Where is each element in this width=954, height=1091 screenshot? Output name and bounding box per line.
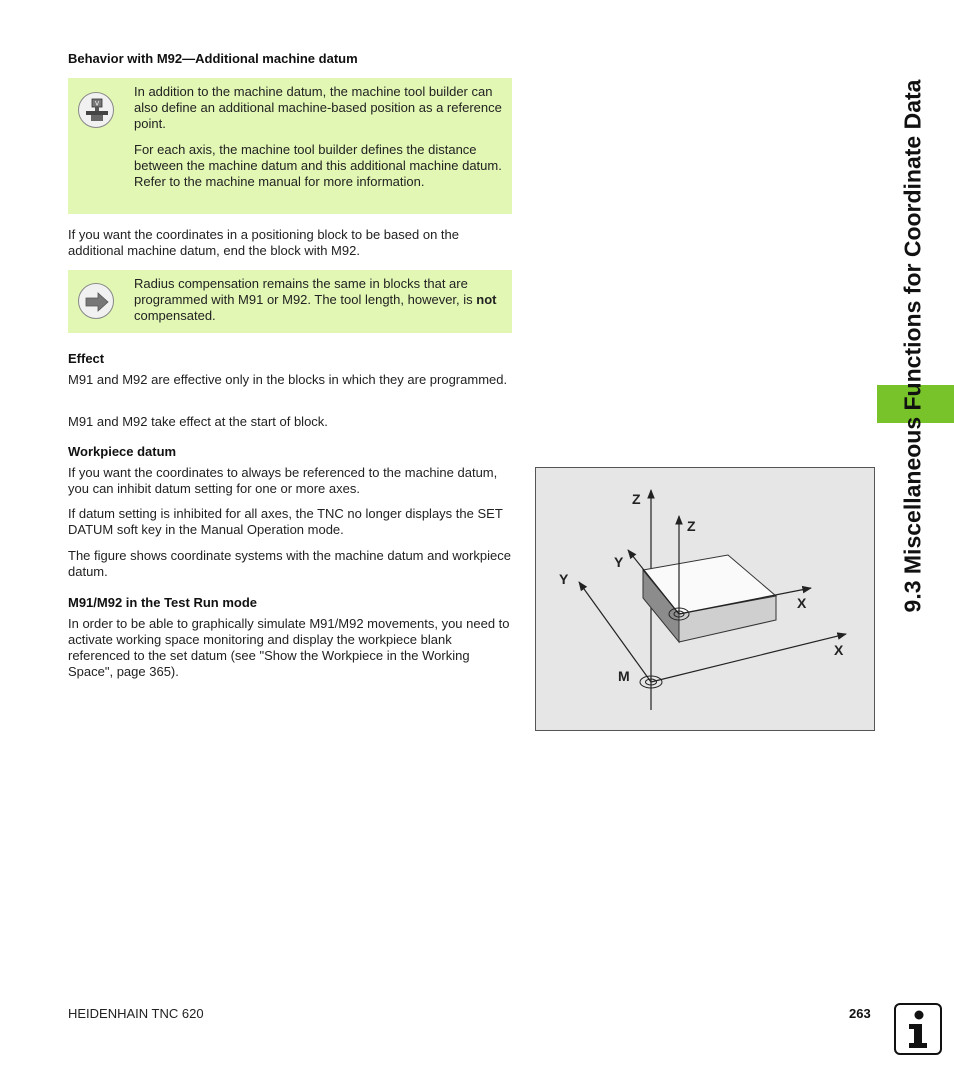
section-heading-workpiece-datum: Workpiece datum xyxy=(68,444,177,459)
coordinate-diagram xyxy=(536,468,874,730)
coordinate-systems-figure xyxy=(535,467,875,731)
workpiece-paragraph-2: If datum setting is inhibited for all axes, the TNC no longer displays the SET DATUM soft key in the Manual Operation mode. xyxy=(68,506,503,537)
arrow-right-icon xyxy=(78,283,114,319)
positioning-paragraph: If you want the coordinates in a positioning block to be based on the additional machine datum, end the block with M92. xyxy=(68,227,459,258)
info-icon xyxy=(894,1003,942,1055)
note2-text-after: compensated. xyxy=(134,308,216,323)
section-heading-test-run: M91/M92 in the Test Run mode xyxy=(68,595,258,610)
note1-paragraph-1: In addition to the machine datum, the machine tool builder can also define an additional machine-based position as a reference point. xyxy=(134,84,502,131)
note2-text-before: Radius compensation remains the same in blocks that are programmed with M91 or M92. The tool length, however, is xyxy=(134,276,477,307)
machine-y-axis xyxy=(579,582,651,682)
section-heading-effect: Effect xyxy=(68,351,105,366)
machine-z-label: Z xyxy=(632,491,641,507)
chapter-side-title xyxy=(893,46,933,646)
note1-paragraph-2: For each axis, the machine tool builder defines the distance between the machine datum and this additional machine datum. Refer to the machine manual for more information. xyxy=(134,142,502,189)
footer-product-name: HEIDENHAIN TNC 620 xyxy=(68,1006,204,1021)
workpiece-paragraph-3: The figure shows coordinate systems with the machine datum and workpiece datum. xyxy=(68,548,511,579)
note2-text-bold: not xyxy=(476,292,497,307)
chapter-side-title-text: 9.3 Miscellaneous Functions for Coordinate Data xyxy=(899,79,926,613)
radius-compensation-note xyxy=(68,270,512,333)
workpiece-paragraph-1: If you want the coordinates to always be referenced to the machine datum, you can inhibit datum setting for one or more axes. xyxy=(68,465,498,496)
testrun-paragraph: In order to be able to graphically simulate M91/M92 movements, you need to activate working space monitoring and display the workpiece blank referenced to the set datum (see "Show the Workpiece in the Working Space", page 365). xyxy=(68,616,510,679)
effect-paragraph-2: M91 and M92 take effect at the start of block. xyxy=(68,414,328,429)
machine-manual-icon xyxy=(78,92,114,128)
section-heading-behavior-m92: Behavior with M92—Additional machine datum xyxy=(68,51,358,66)
work-y-label: Y xyxy=(614,554,624,570)
machine-datum-label: M xyxy=(618,668,630,684)
work-z-label: Z xyxy=(687,518,696,534)
machine-x-label: X xyxy=(834,642,844,658)
note2-text xyxy=(134,276,506,324)
work-x-label: X xyxy=(797,595,807,611)
machine-y-label: Y xyxy=(559,571,569,587)
effect-paragraph-1: M91 and M92 are effective only in the blocks in which they are programmed. xyxy=(68,372,508,387)
machine-manual-note xyxy=(68,78,512,214)
svg-text:V: V xyxy=(94,100,100,108)
page-number: 263 xyxy=(849,1006,871,1021)
